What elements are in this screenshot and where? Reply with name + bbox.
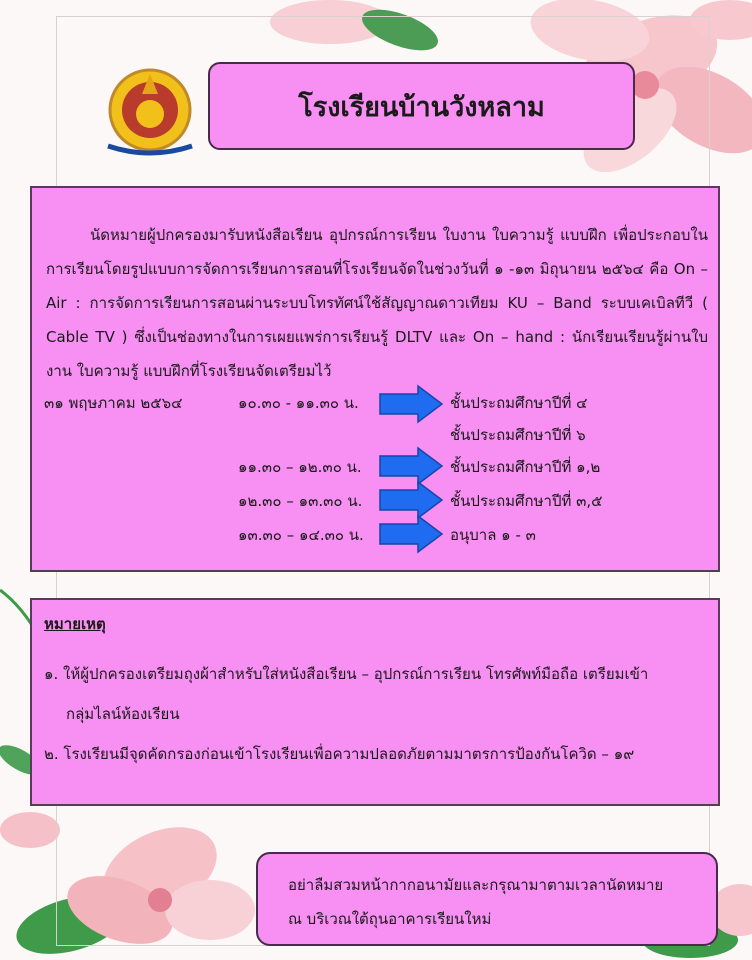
reminder-line: อย่าลืมสวมหน้ากากอนามัยและกรุณามาตามเวลานัดหมาย [288,876,664,894]
notes-heading: หมายเหตุ [44,615,106,633]
reminder-box [256,852,718,946]
schedule-time: ๑๒.๓๐ – ๑๓.๓๐ น. [238,492,363,510]
schedule-time: ๑๓.๓๐ – ๑๔.๓๐ น. [238,526,364,544]
schedule-grade: ชั้นประถมศึกษาปีที่ ๖ [450,426,586,444]
note-item: ๑. ให้ผู้ปกครองเตรียมถุงผ้าสำหรับใส่หนังสือเรียน – อุปกรณ์การเรียน โทรศัพท์มือถือ เตรียมเข้า [44,665,649,683]
schedule-grade: ชั้นประถมศึกษาปีที่ ๑,๒ [450,458,601,476]
note-item: ๒. โรงเรียนมีจุดคัดกรองก่อนเข้าโรงเรียนเพื่อความปลอดภัยตามมาตรการป้องกันโควิด – ๑๙ [44,745,635,763]
intro-paragraph: นัดหมายผู้ปกครองมารับหนังสือเรียน อุปกรณ์การเรียน ใบงาน ใบความรู้ แบบฝึก เพื่อประกอบในการเรียนโดยรูปแบบการจัดการเรียนการสอนที่โรงเรียนจัดในช่วงวันที่ ๑ -๑๓ มิถุนายน ๒๕๖๔ คือ On – Air : การจัดการเรียนการสอนผ่านระบบโทรทัศน์ใช้สัญญาณดาวเทียม KU – Band ระบบเคเบิลทีวี ( Cable TV ) ซึ่งเป็นช่องทางในการเผยแพร่การเรียนรู้ DLTV และ On – hand : นักเรียนเรียนรู้ผ่านใบงาน ใบความรู้ แบบฝึกที่โรงเรียนจัดเตรียมไว้ [46,226,708,380]
school-logo [98,64,202,158]
schedule-time: ๑๑.๓๐ – ๑๒.๓๐ น. [238,458,362,476]
reminder-line: ณ บริเวณใต้ถุนอาคารเรียนใหม่ [288,910,492,928]
announcement-panel [30,186,720,572]
arrow-right-icon [378,480,444,520]
note-item-continuation: กลุ่มไลน์ห้องเรียน [66,705,180,723]
notes-panel [30,598,720,806]
schedule-date: ๓๑ พฤษภาคม ๒๕๖๔ [44,394,183,412]
schedule-grade: อนุบาล ๑ - ๓ [450,526,536,544]
title-banner [208,62,635,150]
arrow-right-icon [378,384,444,424]
arrow-right-icon [378,446,444,486]
schedule-grade: ชั้นประถมศึกษาปีที่ ๔ [450,394,588,412]
schedule-time: ๑๐.๓๐ - ๑๑.๓๐ น. [238,394,359,412]
page-title: โรงเรียนบ้านวังหลาม [298,91,545,123]
schedule-grade: ชั้นประถมศึกษาปีที่ ๓,๕ [450,492,603,510]
arrow-right-icon [378,514,444,554]
